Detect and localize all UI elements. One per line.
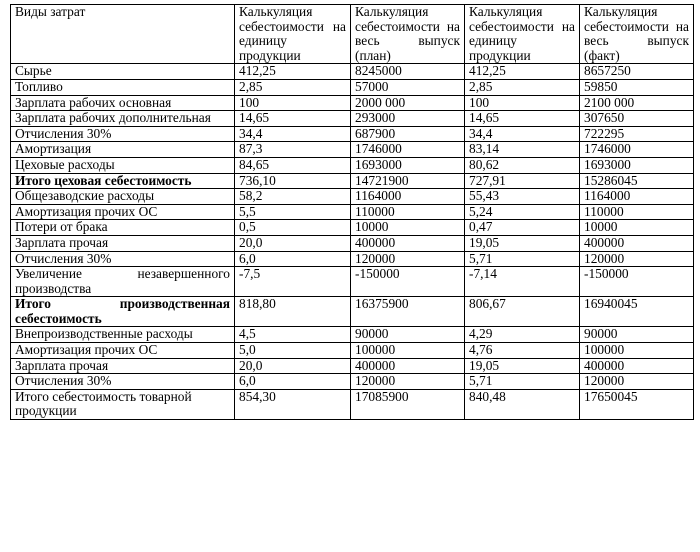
total-cost-fact-cell: 15286045 [580,173,694,189]
unit-cost-plan-cell: 84,65 [235,157,351,173]
total-cost-plan-cell: 17085900 [351,389,465,419]
unit-cost-fact-cell: 80,62 [465,157,580,173]
total-cost-plan-cell: 14721900 [351,173,465,189]
table-row [11,142,694,158]
table-row [11,327,694,343]
unit-cost-plan-cell: 5,5 [235,204,351,220]
cost-type-cell: Итого себестоимость товарной продукции [11,389,235,419]
total-cost-plan-cell: 57000 [351,79,465,95]
total-cost-fact-cell: 1164000 [580,189,694,205]
unit-cost-plan-cell: -7,5 [235,267,351,297]
table-row [11,111,694,127]
cost-type-cell: Амортизация прочих ОС [11,204,235,220]
cost-calculation-table [10,4,694,420]
cost-type-cell: Общезаводские расходы [11,189,235,205]
total-cost-plan-cell: 120000 [351,374,465,390]
unit-cost-plan-cell: 87,3 [235,142,351,158]
total-cost-plan-cell: 1746000 [351,142,465,158]
total-cost-plan-cell: 1164000 [351,189,465,205]
total-cost-fact-cell: 90000 [580,327,694,343]
table-row [11,189,694,205]
table-row [11,79,694,95]
cost-type-cell: Топливо [11,79,235,95]
unit-cost-plan-cell: 6,0 [235,251,351,267]
unit-cost-plan-cell: 4,5 [235,327,351,343]
table-row [11,95,694,111]
header-cost-type: Виды затрат [11,5,235,64]
unit-cost-fact-cell: 14,65 [465,111,580,127]
cost-type-cell: Сырье [11,64,235,80]
table-row [11,251,694,267]
table-row [11,204,694,220]
total-cost-plan-cell: 10000 [351,220,465,236]
unit-cost-plan-cell: 818,80 [235,297,351,327]
unit-cost-fact-cell: -7,14 [465,267,580,297]
cost-type-cell: Отчисления 30% [11,126,235,142]
table-row [11,267,694,297]
total-cost-fact-cell: 400000 [580,358,694,374]
total-cost-fact-cell: 722295 [580,126,694,142]
total-cost-plan-cell: 400000 [351,235,465,251]
unit-cost-plan-cell: 100 [235,95,351,111]
cost-table-container [10,4,694,420]
total-cost-plan-cell: -150000 [351,267,465,297]
total-cost-fact-cell: 16940045 [580,297,694,327]
unit-cost-fact-cell: 412,25 [465,64,580,80]
total-cost-fact-cell: 1746000 [580,142,694,158]
cost-type-cell: Амортизация прочих ОС [11,343,235,359]
total-cost-fact-cell: 307650 [580,111,694,127]
cost-type-cell: Внепроизводственные расходы [11,327,235,343]
unit-cost-plan-cell: 20,0 [235,358,351,374]
unit-cost-fact-cell: 83,14 [465,142,580,158]
cost-type-cell: Зарплата прочая [11,358,235,374]
unit-cost-plan-cell: 58,2 [235,189,351,205]
total-cost-fact-cell: 8657250 [580,64,694,80]
unit-cost-fact-cell: 19,05 [465,358,580,374]
unit-cost-fact-cell: 4,29 [465,327,580,343]
total-cost-plan-cell: 120000 [351,251,465,267]
table-row [11,374,694,390]
table-row [11,126,694,142]
cost-type-cell: Зарплата рабочих основная [11,95,235,111]
unit-cost-fact-cell: 2,85 [465,79,580,95]
header-total-cost-fact: Калькуляция себестоимости на весь выпуск (факт) [580,5,694,64]
unit-cost-fact-cell: 19,05 [465,235,580,251]
cost-type-cell: Итого производственная себестоимость [11,297,235,327]
total-cost-plan-cell: 293000 [351,111,465,127]
unit-cost-fact-cell: 727,91 [465,173,580,189]
total-cost-fact-cell: 120000 [580,251,694,267]
total-cost-fact-cell: -150000 [580,267,694,297]
cost-table-body [11,5,694,420]
unit-cost-plan-cell: 736,10 [235,173,351,189]
cost-type-cell: Итого цеховая себестоимость [11,173,235,189]
unit-cost-plan-cell: 854,30 [235,389,351,419]
unit-cost-fact-cell: 806,67 [465,297,580,327]
table-row [11,343,694,359]
total-cost-plan-cell: 8245000 [351,64,465,80]
unit-cost-fact-cell: 5,71 [465,251,580,267]
total-cost-plan-cell: 1693000 [351,157,465,173]
total-cost-fact-cell: 59850 [580,79,694,95]
total-cost-plan-cell: 2000 000 [351,95,465,111]
table-row [11,358,694,374]
cost-type-cell: Цеховые расходы [11,157,235,173]
header-unit-cost-fact: Калькуляция себестоимости на единицу продукции [465,5,580,64]
cost-type-cell: Отчисления 30% [11,374,235,390]
total-cost-fact-cell: 100000 [580,343,694,359]
unit-cost-fact-cell: 840,48 [465,389,580,419]
unit-cost-plan-cell: 5,0 [235,343,351,359]
table-row [11,297,694,327]
total-cost-plan-cell: 400000 [351,358,465,374]
cost-type-cell: Амортизация [11,142,235,158]
unit-cost-fact-cell: 5,24 [465,204,580,220]
total-cost-plan-cell: 16375900 [351,297,465,327]
cost-type-cell: Отчисления 30% [11,251,235,267]
unit-cost-fact-cell: 0,47 [465,220,580,236]
unit-cost-plan-cell: 20,0 [235,235,351,251]
unit-cost-plan-cell: 6,0 [235,374,351,390]
total-cost-plan-cell: 90000 [351,327,465,343]
unit-cost-plan-cell: 34,4 [235,126,351,142]
unit-cost-fact-cell: 4,76 [465,343,580,359]
cost-type-cell: Зарплата рабочих дополнительная [11,111,235,127]
total-cost-fact-cell: 10000 [580,220,694,236]
total-cost-plan-cell: 110000 [351,204,465,220]
table-row [11,235,694,251]
table-row [11,389,694,419]
table-row [11,220,694,236]
unit-cost-fact-cell: 100 [465,95,580,111]
table-row [11,157,694,173]
total-cost-fact-cell: 2100 000 [580,95,694,111]
total-cost-fact-cell: 17650045 [580,389,694,419]
cost-type-cell: Увеличение незавершенного производства [11,267,235,297]
unit-cost-fact-cell: 34,4 [465,126,580,142]
header-total-cost-plan: Калькуляция себестоимости на весь выпуск (план) [351,5,465,64]
table-row [11,64,694,80]
total-cost-fact-cell: 120000 [580,374,694,390]
unit-cost-plan-cell: 14,65 [235,111,351,127]
unit-cost-plan-cell: 0,5 [235,220,351,236]
unit-cost-fact-cell: 5,71 [465,374,580,390]
total-cost-fact-cell: 1693000 [580,157,694,173]
cost-type-cell: Потери от брака [11,220,235,236]
unit-cost-fact-cell: 55,43 [465,189,580,205]
unit-cost-plan-cell: 2,85 [235,79,351,95]
total-cost-fact-cell: 110000 [580,204,694,220]
unit-cost-plan-cell: 412,25 [235,64,351,80]
header-unit-cost-plan: Калькуляция себестоимости на единицу продукции [235,5,351,64]
total-cost-plan-cell: 100000 [351,343,465,359]
total-cost-plan-cell: 687900 [351,126,465,142]
table-row [11,173,694,189]
header-row [11,5,694,64]
total-cost-fact-cell: 400000 [580,235,694,251]
cost-type-cell: Зарплата прочая [11,235,235,251]
